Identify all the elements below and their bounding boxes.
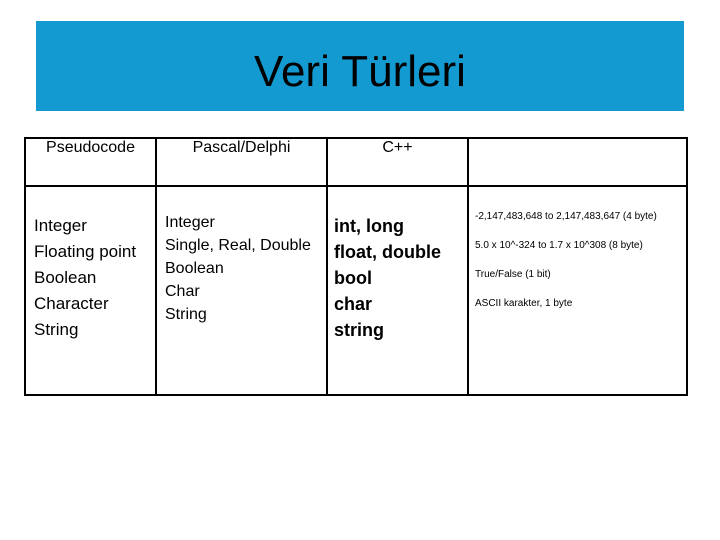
pascal-cell	[156, 186, 327, 395]
list-item: -2,147,483,648 to 2,147,483,647 (4 byte)	[475, 211, 657, 222]
pseudocode-list	[26, 187, 155, 343]
list-item: Char	[165, 283, 200, 300]
pascal-list	[157, 187, 326, 326]
list-item: Integer	[165, 214, 215, 231]
list-item: int, long	[334, 216, 404, 236]
list-item: Boolean	[165, 260, 224, 277]
pseudocode-cell	[25, 186, 156, 395]
data-types-table	[24, 137, 688, 396]
table-body-row	[25, 186, 687, 395]
title-bar	[36, 21, 684, 111]
list-item: String	[34, 320, 79, 339]
list-item: Single, Real, Double	[165, 237, 311, 254]
header-empty	[468, 138, 687, 186]
list-item: ASCII karakter, 1 byte	[475, 298, 573, 309]
list-item: Floating point	[34, 242, 137, 261]
range-cell	[468, 186, 687, 395]
list-item: bool	[334, 268, 372, 288]
range-list	[469, 187, 686, 327]
list-item: 5.0 x 10^-324 to 1.7 x 10^308 (8 byte)	[475, 240, 643, 251]
table-header-row	[25, 138, 687, 186]
header-cpp: C++	[327, 138, 468, 186]
header-pseudocode: Pseudocode	[25, 138, 156, 186]
slide-title: Veri Türleri	[254, 47, 466, 96]
list-item: Character	[34, 294, 109, 313]
list-item: float, double	[334, 242, 441, 262]
list-item: True/False (1 bit)	[475, 269, 551, 280]
list-item: Integer	[34, 216, 87, 235]
list-item: char	[334, 294, 373, 314]
list-item: String	[165, 306, 207, 323]
cpp-cell	[327, 186, 468, 395]
list-item: string	[334, 320, 385, 340]
header-pascal-delphi: Pascal/Delphi	[156, 138, 327, 186]
cpp-list	[328, 187, 467, 343]
list-item: Boolean	[34, 268, 97, 287]
